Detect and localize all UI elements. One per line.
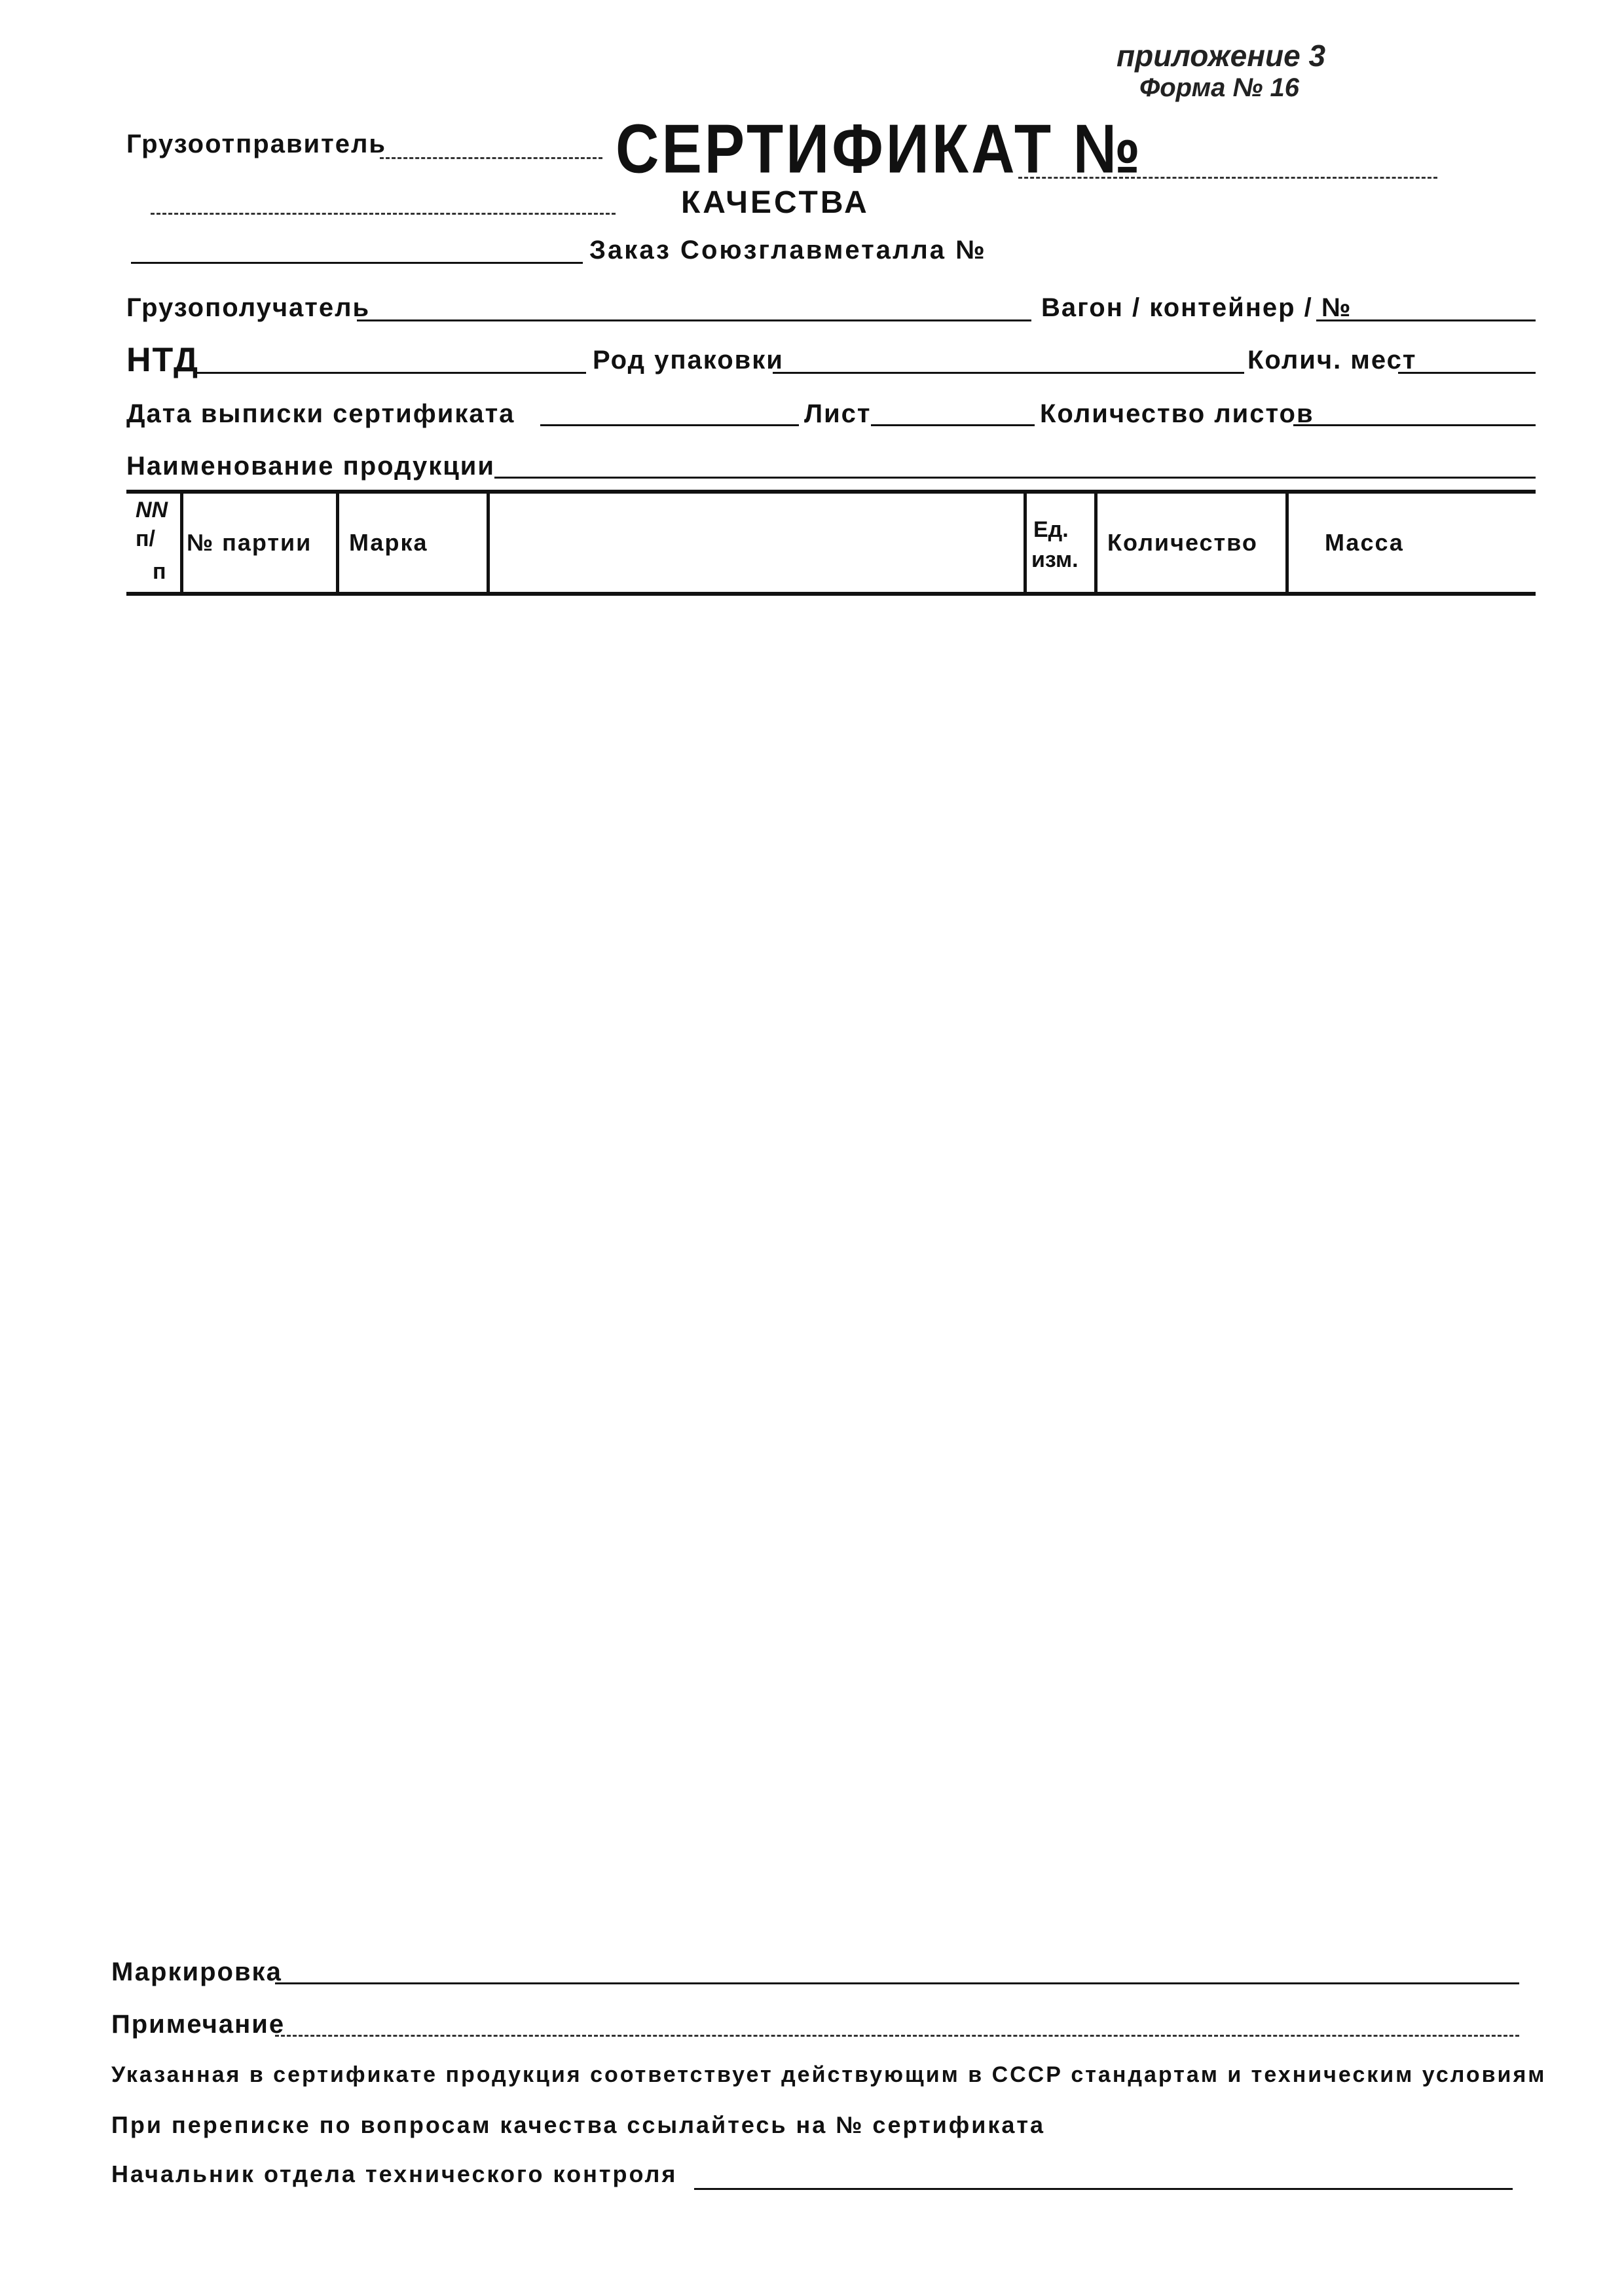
certificate-title: СЕРТИФИКАТ № <box>616 111 1143 188</box>
sheets-count-label: Количество листов <box>1040 399 1314 428</box>
consignee-label: Грузополучатель <box>126 293 371 322</box>
certificate-subtitle: КАЧЕСТВА <box>681 185 870 220</box>
consignee-field[interactable] <box>357 319 1031 321</box>
col-nn-mid: п/ <box>136 526 155 551</box>
col-grade: Марка <box>349 529 428 556</box>
marking-field[interactable] <box>275 1982 1519 1984</box>
wagon-field[interactable] <box>1316 319 1536 321</box>
wagon-label: Вагон / контейнер / № <box>1041 293 1352 322</box>
issue-date-label: Дата выписки сертификата <box>126 399 515 428</box>
col-blank <box>493 494 1017 592</box>
ntd-label: НТД <box>126 341 200 379</box>
chief-label: Начальник отдела технического контроля <box>111 2160 678 2187</box>
places-field[interactable] <box>1398 372 1536 374</box>
note-field[interactable] <box>275 2035 1519 2037</box>
marking-label: Маркировка <box>111 1958 282 1986</box>
col-nn-top: NN <box>136 498 168 522</box>
shipper-field-line3[interactable] <box>131 262 583 264</box>
col-unit-top: Ед. <box>1033 517 1069 542</box>
packing-field[interactable] <box>773 372 1244 374</box>
col-divider <box>1024 494 1027 592</box>
product-name-field[interactable] <box>494 477 1536 479</box>
shipper-field-line2[interactable] <box>151 213 616 215</box>
col-quantity: Количество <box>1107 529 1258 556</box>
product-table-header <box>126 490 1536 596</box>
issue-date-field[interactable] <box>540 424 799 426</box>
sheets-count-field[interactable] <box>1293 424 1536 426</box>
col-batch: № партии <box>187 529 312 556</box>
sheet-field[interactable] <box>871 424 1035 426</box>
form-number-note: Форма № 16 <box>1139 73 1299 102</box>
order-label: Заказ Союзглавметалла № <box>589 236 987 264</box>
col-divider <box>1094 494 1098 592</box>
chief-signature-field[interactable] <box>694 2188 1513 2190</box>
col-mass: Масса <box>1325 529 1404 556</box>
sheet-label: Лист <box>804 399 872 428</box>
col-divider <box>336 494 339 592</box>
shipper-field[interactable] <box>380 157 602 159</box>
product-name-label: Наименование продукции <box>126 452 495 481</box>
packing-label: Род упаковки <box>593 346 784 374</box>
certificate-number-field[interactable] <box>1018 177 1437 179</box>
places-label: Колич. мест <box>1247 346 1417 374</box>
shipper-label: Грузоотправитель <box>126 130 386 158</box>
reference-statement: При переписке по вопросам качества ссылайтесь на № сертификата <box>111 2111 1046 2138</box>
col-unit-bot: изм. <box>1031 547 1079 572</box>
appendix-note: приложение 3 <box>1116 39 1326 73</box>
note-label: Примечание <box>111 2010 286 2039</box>
col-divider <box>487 494 490 592</box>
compliance-statement: Указанная в сертификате продукция соответствует действующим в СССР стандартам и техническим условиям <box>111 2062 1547 2087</box>
col-divider <box>180 494 183 592</box>
col-nn-bot: п <box>153 559 166 584</box>
col-divider <box>1285 494 1289 592</box>
ntd-field[interactable] <box>193 372 586 374</box>
